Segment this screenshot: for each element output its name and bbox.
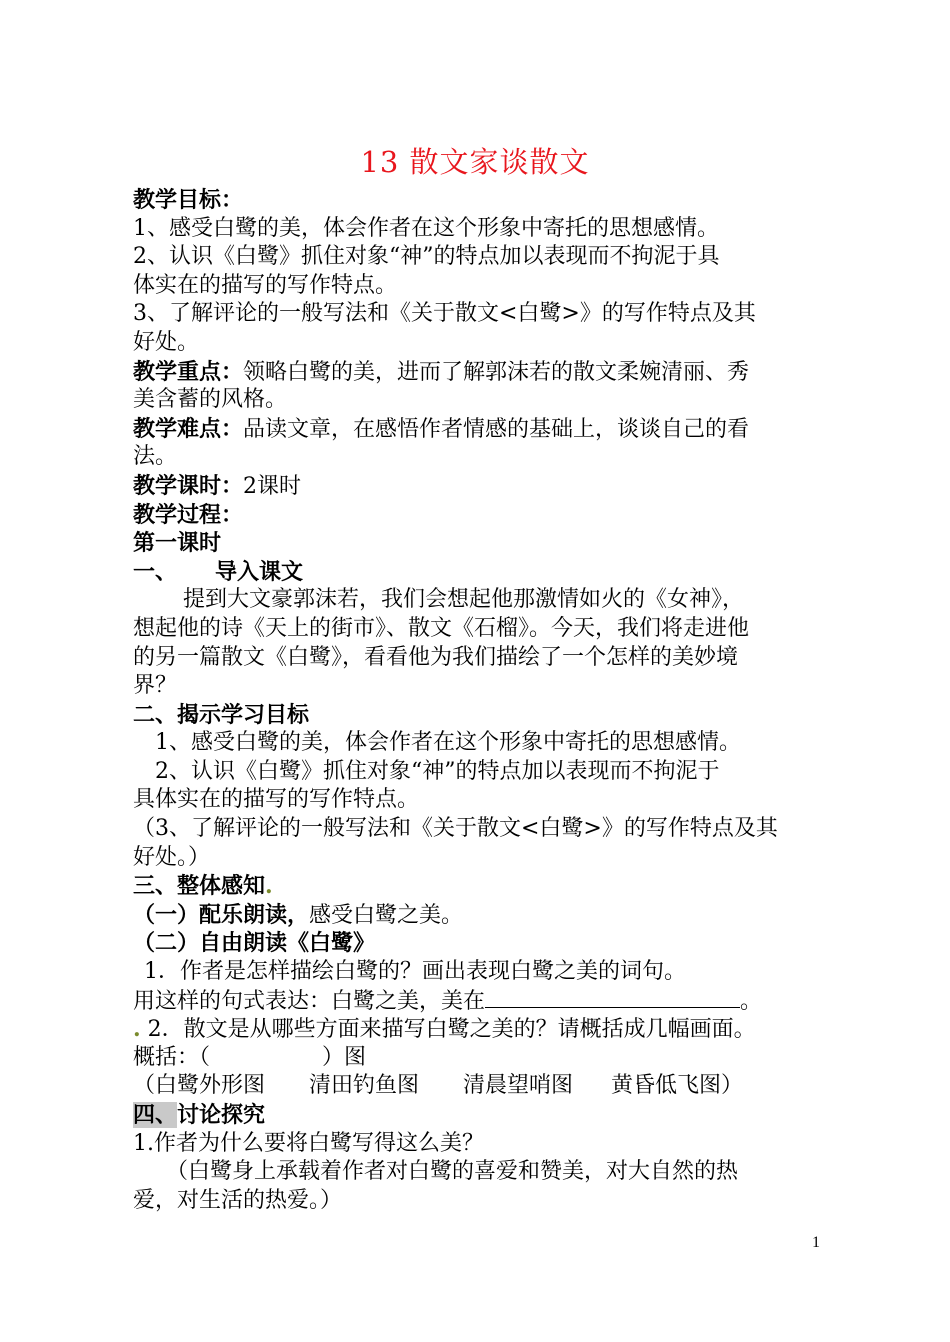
section-4-number: 四、 (133, 1102, 178, 1128)
objective-3-line-1: 3、了解评论的一般写法和《关于散文<白鹭>》的写作特点及其 (133, 301, 756, 327)
difficulty-line-1 (133, 415, 833, 444)
key-point-label: 教学重点： (133, 358, 244, 385)
answer-1: （白鹭外形图 (133, 1073, 266, 1099)
objective-2-line-1: 2、认识《白鹭》抓住对象“神”的特点加以表现而不拘泥于具 (133, 244, 720, 270)
section-3-q2-dot: . (133, 1016, 141, 1043)
summary-label: 概括：（ (133, 1044, 211, 1070)
section-1-heading (133, 558, 833, 587)
section-3-pattern: 用这样的句式表达：白鹭之美，美在 (133, 988, 486, 1014)
section-3-summary-line (133, 1044, 833, 1073)
section-4-heading (133, 1101, 833, 1130)
section-3-question-1: 1．作者是怎样描绘白鹭的？画出表现白鹭之美的词句。 (144, 959, 686, 985)
section-2-item-3-line-1: （3、了解评论的一般写法和《关于散文<白鹭>》的写作特点及其 (133, 816, 778, 842)
section-1-para-line-2: 想起他的诗《天上的街市》、散文《石榴》。今天，我们将走进他 (133, 615, 750, 641)
section-4-title: 讨论探究 (177, 1102, 266, 1128)
section-3-heading (133, 872, 833, 901)
difficulty-text: 品读文章，在感悟作者情感的基础上，谈谈自己的看 (243, 416, 750, 442)
section-3-question-2-line (133, 1015, 833, 1044)
section-4-answer-line-1: （白鹭身上承载着作者对白鹭的喜爱和赞美，对大自然的热 (166, 1159, 739, 1185)
section-1-para-line-4: 界？ (133, 673, 178, 699)
document-body (133, 186, 833, 1215)
page-number: 1 (812, 1234, 820, 1251)
lesson-one-heading: 第一课时 (133, 530, 222, 557)
section-4-question-1: 1.作者为什么要将白鹭写得这么美？ (133, 1130, 484, 1156)
section-3-sub-1 (133, 901, 833, 930)
key-point-text: 领略白鹭的美，进而了解郭沫若的散文柔婉清丽、秀 (243, 359, 750, 385)
difficulty-line-2: 法。 (133, 444, 178, 470)
section-3-sub-2: （二）自由朗读《白鹭》 (133, 930, 376, 957)
section-1-para-line-1: 提到大文豪郭沫若，我们会想起他那激情如火的《女神》， (183, 587, 745, 613)
objective-1: 1、感受白鹭的美，体会作者在这个形象中寄托的思想感情。 (133, 215, 719, 241)
document-title: 13 散文家谈散文 (360, 145, 590, 179)
section-2-item-1: 1、感受白鹭的美，体会作者在这个形象中寄托的思想感情。 (155, 730, 741, 756)
section-3-dot: . (265, 873, 273, 900)
section-2-item-2-line-2: 具体实在的描写的写作特点。 (133, 787, 420, 813)
answer-4: 黄昏低飞图） (611, 1073, 744, 1099)
key-point-line-2: 美含蓄的风格。 (133, 387, 288, 413)
section-1-number: 一、 (133, 558, 178, 585)
section-3-answers-line (133, 1072, 833, 1101)
section-3-pattern-line (133, 987, 833, 1016)
hours-value: 2课时 (243, 473, 302, 499)
objective-2-line-2: 体实在的描写的写作特点。 (133, 272, 398, 298)
difficulty-label: 教学难点： (133, 415, 244, 442)
section-3-pattern-end: 。 (740, 988, 763, 1014)
section-1-para-line-3: 的另一篇散文《白鹭》，看看他为我们描绘了一个怎样的美妙境 (133, 644, 739, 670)
hours-label: 教学课时： (133, 472, 244, 499)
section-3-sub-1-label: （一）配乐朗读， (133, 901, 310, 928)
objective-3-line-2: 好处。 (133, 329, 200, 355)
fill-in-blank (485, 987, 740, 1008)
section-3-title: 三、整体感知 (133, 873, 266, 900)
key-point-line-1 (133, 358, 833, 387)
section-2-item-2-line-1: 2、认识《白鹭》抓住对象“神”的特点加以表现而不拘泥于 (155, 758, 720, 784)
answer-2: 清田钓鱼图 (309, 1073, 420, 1099)
section-3-question-2: 2．散文是从哪些方面来描写白鹭之美的？请概括成几幅画面。 (140, 1017, 756, 1043)
section-2-heading: 二、揭示学习目标 (133, 701, 310, 728)
answer-3: 清晨望哨图 (463, 1073, 574, 1099)
process-heading: 教学过程： (133, 501, 244, 528)
hours-line (133, 472, 833, 501)
section-2-item-3-line-2: 好处。） (133, 844, 211, 870)
summary-end: ）图 (322, 1044, 367, 1070)
section-4-answer-line-2: 爱，对生活的热爱。） (133, 1187, 343, 1213)
section-3-sub-1-text: 感受白鹭之美。 (309, 902, 464, 928)
objectives-heading: 教学目标： (133, 187, 244, 213)
section-1-title: 导入课文 (215, 558, 304, 585)
